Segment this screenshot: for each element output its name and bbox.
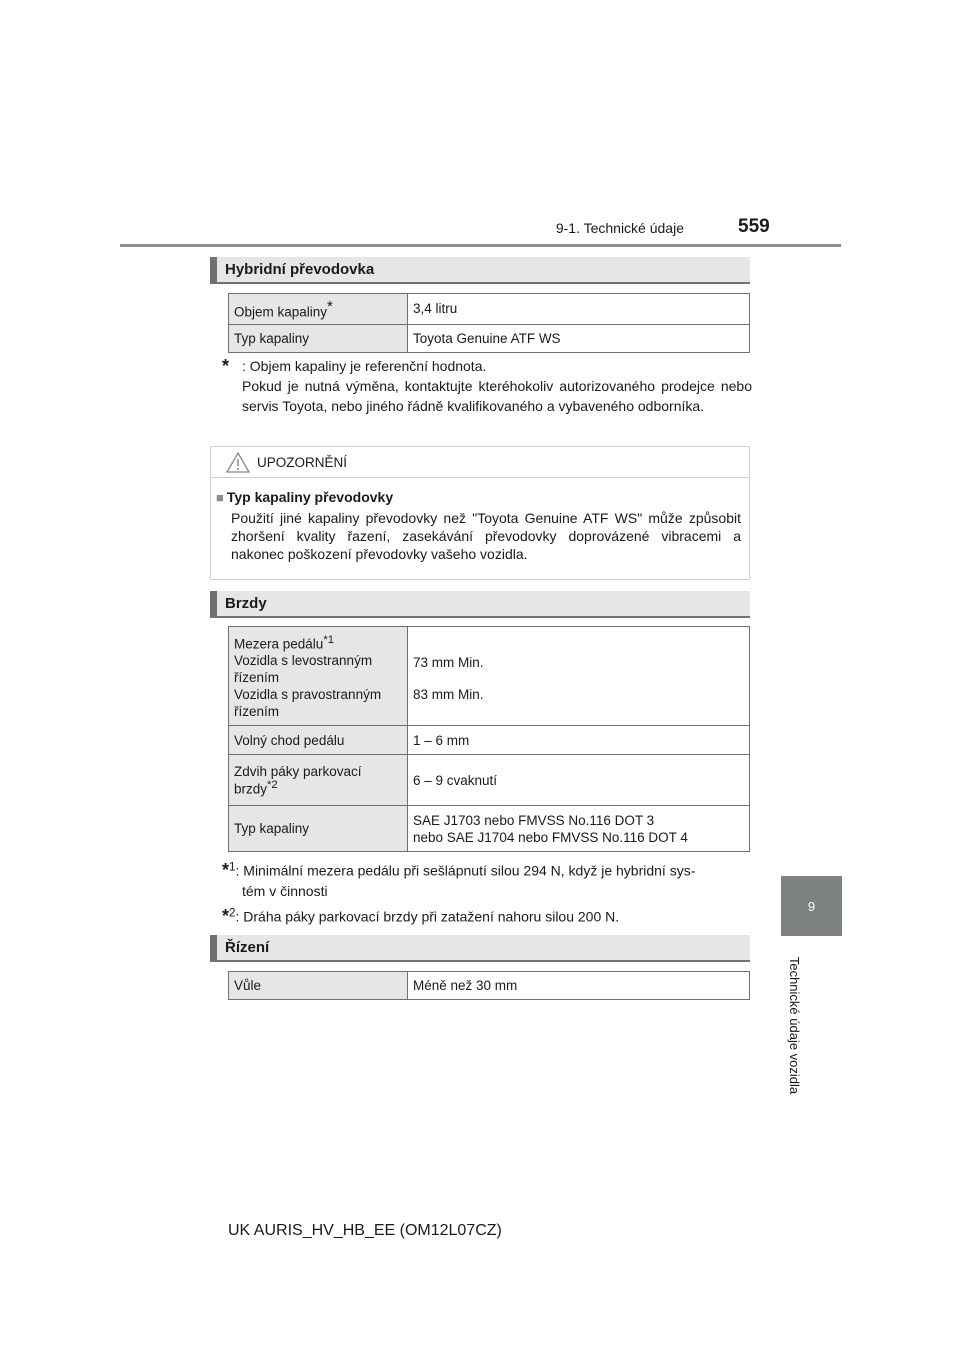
chapter-tab	[781, 876, 842, 936]
table-row	[229, 627, 750, 726]
lhd-value: 73 mm Min.	[413, 654, 484, 670]
table-row	[229, 755, 750, 806]
parking-lever-value: 6 – 9 cvaknutí	[408, 755, 750, 806]
footnote-text: : Minimální mezera pedálu při sešlápnutí silou 294 N, když je hybridní sys-	[235, 862, 696, 879]
footnote-star: *	[222, 905, 230, 926]
footnote-star: *	[222, 859, 230, 880]
caution-text: Použití jiné kapaliny převodovky než "Toyota Genuine ATF WS" může způsobit zhoršení kvality řazení, zasekávání převodovky doprovázené vibracemi a nakonec poškození převodovky vašeho vozidla.	[231, 510, 741, 562]
fluid-type-value: Toyota Genuine ATF WS	[408, 324, 750, 352]
footnote-pedal-gap	[222, 857, 752, 901]
caution-box	[210, 446, 750, 580]
brakes-table	[228, 626, 750, 852]
footnote-capacity	[222, 356, 752, 416]
section-heading-hybrid-transmission: Hybridní převodovka	[210, 257, 750, 284]
footnote-marker	[222, 859, 236, 880]
warning-triangle-icon	[226, 452, 250, 473]
chapter-title: Technické údaje vozidla	[787, 956, 803, 1094]
rhd-value: 83 mm Min.	[413, 686, 484, 702]
fluid-capacity-label: Objem kapaliny	[234, 304, 328, 320]
table-row	[229, 972, 750, 1000]
rhd-label: Vozidla s pravostranným řízením	[234, 687, 382, 720]
free-play-value: 1 – 6 mm	[408, 726, 750, 755]
table-row	[229, 726, 750, 755]
free-play-label: Volný chod pedálu	[229, 726, 408, 755]
pedal-gap-value-cell	[408, 627, 750, 726]
caution-header	[211, 447, 749, 478]
footnote-number: 1	[229, 860, 236, 873]
bullet-square-icon: ■	[216, 490, 224, 505]
header-rule	[120, 244, 841, 247]
footnote-marker: *1	[323, 633, 334, 646]
fluid-capacity-value: 3,4 litru	[408, 294, 750, 325]
table-label-cell	[229, 294, 408, 325]
document-id: UK AURIS_HV_HB_EE (OM12L07CZ)	[228, 1222, 502, 1239]
footnote-marker: *	[327, 298, 333, 315]
chapter-number: 9	[807, 898, 816, 914]
caution-label: UPOZORNĚNÍ	[257, 454, 348, 470]
footnote-marker: *	[222, 356, 230, 376]
brake-fluid-value: nebo SAE J1704 nebo FMVSS No.116 DOT 4	[413, 829, 688, 845]
pedal-gap-label: Mezera pedálu	[234, 636, 324, 652]
footnote-text: tém v činnosti	[242, 882, 328, 899]
footnote-text: Pokud je nutná výměna, kontaktujte kteréhokoliv autorizovaného prodejce nebo servis Toyota, nebo jiného řádně kvalifikovaného a vybaveného odborníka.	[242, 378, 752, 414]
table-row	[229, 324, 750, 352]
chapter-side-caption	[781, 945, 809, 1105]
footnote-marker: *2	[267, 778, 278, 791]
brake-fluid-value: SAE J1703 nebo FMVSS No.116 DOT 3	[413, 812, 655, 828]
section-heading-brakes: Brzdy	[210, 591, 750, 618]
table-row	[229, 294, 750, 325]
section-heading-steering: Řízení	[210, 935, 750, 962]
play-label: Vůle	[229, 972, 408, 1000]
brake-fluid-label: Typ kapaliny	[229, 806, 408, 852]
caution-title: Typ kapaliny převodovky	[226, 489, 394, 505]
footnote-text: : Objem kapaliny je referenční hodnota.	[242, 358, 487, 374]
pedal-gap-label-cell	[229, 627, 408, 726]
footnote-text: : Dráha páky parkovací brzdy při zatažení nahoru silou 200 N.	[235, 908, 620, 925]
caution-body	[211, 478, 749, 563]
parking-lever-label: Zdvih páky parkovací brzdy	[234, 763, 362, 797]
footnote-parking-lever	[222, 903, 752, 927]
table-row	[229, 806, 750, 852]
hybrid-transmission-table	[228, 293, 750, 353]
page-number: 559	[738, 216, 770, 237]
parking-lever-label-cell	[229, 755, 408, 806]
brake-fluid-value-cell	[408, 806, 750, 852]
footnote-number: 2	[229, 906, 236, 919]
footnote-marker	[222, 905, 236, 926]
lhd-label: Vozidla s levostranným řízením	[234, 653, 373, 686]
fluid-type-label: Typ kapaliny	[229, 324, 408, 352]
steering-table	[228, 971, 750, 1000]
running-header-section: 9-1. Technické údaje	[555, 220, 684, 236]
play-value: Méně než 30 mm	[408, 972, 750, 1000]
